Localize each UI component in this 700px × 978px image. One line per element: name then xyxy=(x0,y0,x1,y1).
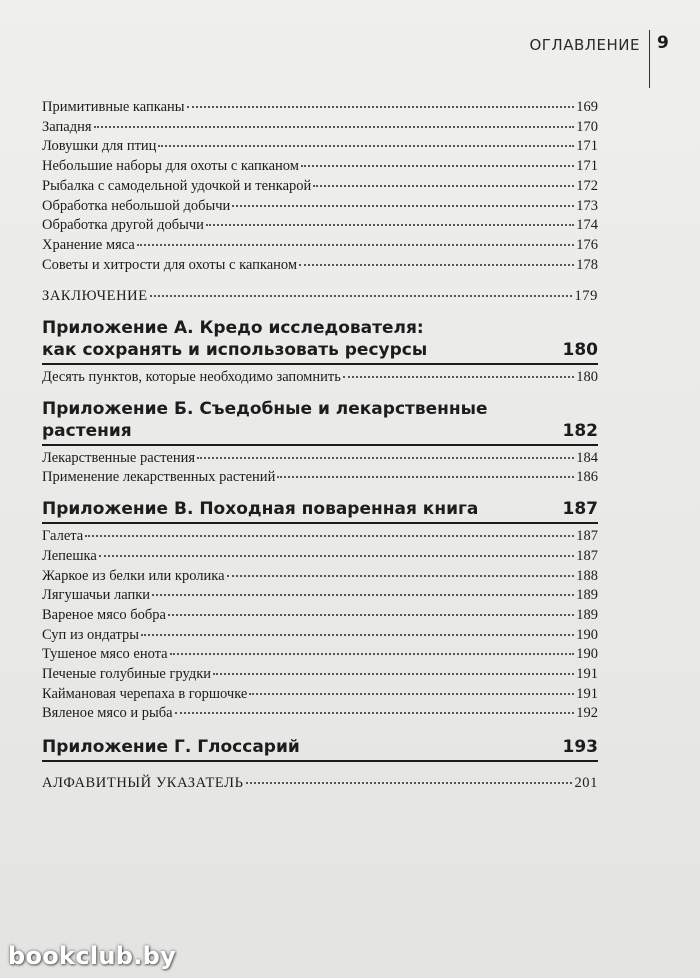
table-of-contents xyxy=(42,98,598,794)
appendix-heading-line1: Приложение Б. Съедобные и лекарственные xyxy=(42,398,488,419)
toc-entry-page: 174 xyxy=(576,217,598,234)
toc-entry-page: 187 xyxy=(576,528,598,545)
leader-dots xyxy=(175,712,575,714)
toc-entry-title: Хранение мяса xyxy=(42,236,135,253)
toc-entry-page: 171 xyxy=(576,138,598,155)
toc-entry-title: Применение лекарственных растений xyxy=(42,469,276,486)
toc-entry-page: 187 xyxy=(576,547,598,564)
toc-entry-title: Примитивные капканы xyxy=(42,99,185,115)
appendix-heading-line1: Приложение Г. Глоссарий xyxy=(42,737,300,758)
toc-entry xyxy=(42,157,598,177)
leader-dots xyxy=(299,264,574,266)
appendix-page: 193 xyxy=(562,737,598,758)
toc-entry-page: 192 xyxy=(576,705,598,722)
leader-dots xyxy=(170,653,575,655)
toc-group-trapping xyxy=(42,98,598,275)
appendix-heading-line2: растения xyxy=(42,420,132,441)
toc-entry-title: Советы и хитрости для охоты с капканом xyxy=(42,256,298,273)
toc-entry-title: Галета xyxy=(42,528,84,545)
leader-dots xyxy=(168,614,574,616)
leader-dots xyxy=(246,782,573,784)
appendix-g-heading xyxy=(42,736,598,762)
toc-entry-title: Десять пунктов, которые необходимо запомнить xyxy=(42,369,341,386)
appendix-rule xyxy=(42,760,598,762)
toc-entry-page: 188 xyxy=(576,567,598,584)
leader-dots xyxy=(313,185,574,187)
appendix-heading-line1: Приложение В. Походная поваренная книга xyxy=(42,499,479,520)
watermark-logo: bookclub.by xyxy=(8,942,177,970)
toc-entry-title: Лягушачьи лапки xyxy=(42,587,151,604)
toc-entry-title: Вареное мясо бобра xyxy=(42,606,166,623)
appendix-rule xyxy=(42,363,598,365)
leader-dots xyxy=(343,376,574,378)
appendix-v-heading xyxy=(42,498,598,524)
leader-dots xyxy=(99,555,574,557)
leader-dots xyxy=(158,145,574,147)
appendix-rule xyxy=(42,522,598,524)
leader-dots xyxy=(85,535,574,537)
appendix-b-entries xyxy=(42,449,598,488)
leader-dots xyxy=(206,224,574,226)
toc-entry xyxy=(42,137,598,157)
appendix-b-heading xyxy=(42,398,598,446)
toc-entry-title: Тушеное мясо енота xyxy=(42,646,168,663)
toc-entry xyxy=(42,449,598,469)
leader-dots xyxy=(301,165,574,167)
toc-entry-page: 186 xyxy=(576,469,598,486)
toc-entry-title: ЗАКЛЮЧЕНИЕ xyxy=(42,288,148,305)
toc-entry-title: Рыбалка с самодельной удочкой и тенкарой xyxy=(42,177,312,194)
leader-dots xyxy=(249,693,574,695)
toc-entry-title: Западня xyxy=(42,118,92,135)
toc-entry-page: 191 xyxy=(576,666,598,683)
toc-entry xyxy=(42,98,598,118)
leader-dots xyxy=(94,126,575,128)
toc-entry xyxy=(42,626,598,646)
toc-entry xyxy=(42,685,598,705)
toc-entry xyxy=(42,197,598,217)
toc-entry-title: АЛФАВИТНЫЙ УКАЗАТЕЛЬ xyxy=(42,775,244,792)
toc-entry xyxy=(42,368,598,388)
toc-entry-page: 189 xyxy=(576,606,598,623)
toc-entry xyxy=(42,645,598,665)
toc-entry-page: 179 xyxy=(574,288,598,305)
appendix-heading-line1: Приложение А. Кредо исследователя: xyxy=(42,318,424,339)
page-number: 9 xyxy=(657,33,669,53)
toc-entry-title: Ловушки для птиц xyxy=(42,138,157,155)
toc-entry-page: 170 xyxy=(576,118,598,135)
toc-entry-page: 190 xyxy=(576,626,598,643)
toc-entry-title: Небольшие наборы для охоты с капканом xyxy=(42,158,299,175)
leader-dots xyxy=(137,244,574,246)
toc-entry-index xyxy=(42,774,598,794)
toc-entry-title: Суп из ондатры xyxy=(42,626,140,643)
toc-entry xyxy=(42,567,598,587)
leader-dots xyxy=(197,457,574,459)
appendix-page: 187 xyxy=(562,499,598,520)
toc-entry xyxy=(42,118,598,138)
toc-entry-title: Вяленое мясо и рыба xyxy=(42,705,173,722)
toc-entry-title: Каймановая черепаха в горшочке xyxy=(42,685,248,702)
toc-entry-page: 169 xyxy=(576,99,598,115)
toc-entry-title: Печеные голубиные грудки xyxy=(42,666,212,683)
appendix-a-entries xyxy=(42,368,598,388)
leader-dots xyxy=(232,205,574,207)
toc-entry xyxy=(42,468,598,488)
appendix-rule xyxy=(42,444,598,446)
running-head: ОГЛАВЛЕНИЕ xyxy=(529,36,640,54)
toc-entry xyxy=(42,665,598,685)
toc-entry-page: 189 xyxy=(576,587,598,604)
leader-dots xyxy=(227,575,575,577)
toc-entry xyxy=(42,177,598,197)
header-divider xyxy=(649,30,650,88)
appendix-heading-line2: как сохранять и использовать ресурсы xyxy=(42,340,428,361)
toc-entry xyxy=(42,586,598,606)
toc-entry xyxy=(42,527,598,547)
toc-entry xyxy=(42,256,598,276)
toc-entry xyxy=(42,236,598,256)
toc-entry xyxy=(42,547,598,567)
toc-entry-title: Лекарственные растения xyxy=(42,449,196,466)
appendix-v-entries xyxy=(42,527,598,724)
toc-entry-page: 176 xyxy=(576,236,598,253)
toc-entry-title: Жаркое из белки или кролика xyxy=(42,567,225,584)
leader-dots xyxy=(187,106,575,108)
toc-entry-page: 201 xyxy=(574,775,598,792)
toc-entry xyxy=(42,606,598,626)
toc-entry-title: Лепешка xyxy=(42,547,97,564)
toc-entry xyxy=(42,216,598,236)
leader-dots xyxy=(150,295,573,297)
toc-entry-page: 184 xyxy=(576,449,598,466)
toc-entry-conclusion xyxy=(42,287,598,307)
toc-entry-page: 190 xyxy=(576,646,598,663)
leader-dots xyxy=(277,476,574,478)
appendix-page: 180 xyxy=(562,340,598,361)
toc-entry-page: 178 xyxy=(576,256,598,273)
toc-entry-page: 180 xyxy=(576,369,598,386)
toc-entry-title: Обработка другой добычи xyxy=(42,217,204,234)
toc-entry-page: 171 xyxy=(576,158,598,175)
toc-entry-title: Обработка небольшой добычи xyxy=(42,197,231,214)
leader-dots xyxy=(213,673,574,675)
toc-entry-page: 191 xyxy=(576,685,598,702)
toc-entry xyxy=(42,704,598,724)
appendix-a-heading xyxy=(42,317,598,365)
appendix-page: 182 xyxy=(562,420,598,441)
toc-entry-page: 173 xyxy=(576,197,598,214)
toc-entry-page: 172 xyxy=(576,177,598,194)
leader-dots xyxy=(141,634,574,636)
leader-dots xyxy=(152,594,574,596)
